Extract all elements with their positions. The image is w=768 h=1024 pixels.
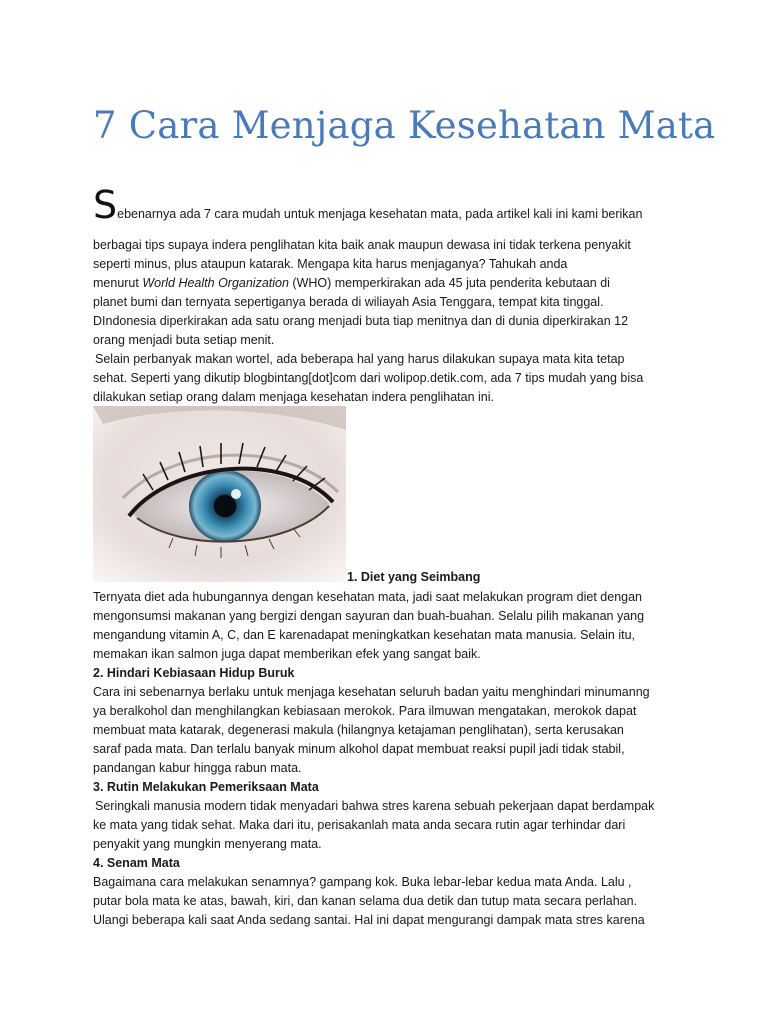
section-2-line: saraf pada mata. Dan terlalu banyak minum alkohol dapat membuat reaksi pupil jadi tidak stabil,: [93, 742, 625, 756]
intro-line: DIndonesia diperkirakan ada satu orang menjadi buta tiap menitnya dan di dunia diperkirakan 12: [93, 314, 629, 328]
section-2-heading: 2. Hindari Kebiasaan Hidup Buruk: [93, 666, 295, 680]
intro-line: seperti minus, plus ataupun katarak. Mengapa kita harus menjaganya? Tahukah anda: [93, 257, 568, 271]
section-3-line: ke mata yang tidak sehat. Maka dari itu, perisakanlah mata anda secara rutin agar terhindar dari: [93, 818, 626, 832]
section-2-line: ya beralkohol dan menghilangkan kebiasaan merokok. Para ilmuwan mengatakan, merokok dapat: [93, 704, 637, 718]
intro-line: sehat. Seperti yang dikutip blogbintang[dot]com dari wolipop.detik.com, ada 7 tips mudah yang bisa: [93, 371, 644, 385]
eye-illustration: [93, 406, 346, 582]
section-1-line: Ternyata diet ada hubungannya dengan kesehatan mata, jadi saat melakukan program diet dengan: [93, 590, 642, 604]
drop-cap: S: [93, 183, 118, 227]
intro-line: dilakukan setiap orang dalam menjaga kesehatan indera penglihatan ini.: [93, 390, 494, 404]
section-4-line: Bagaimana cara melakukan senamnya? gampang kok. Buka lebar-lebar kedua mata Anda. Lalu ,: [93, 875, 632, 889]
intro-line: Selain perbanyak makan wortel, ada beberapa hal yang harus dilakukan supaya mata kita tetap: [95, 352, 625, 366]
who-prefix: menurut: [93, 276, 143, 290]
section-1-line: memakan ikan salmon juga dapat memberikan efek yang sangat baik.: [93, 647, 481, 661]
intro-line: berbagai tips supaya indera penglihatan kita baik anak maupun dewasa ini tidak terkena penyakit: [93, 238, 631, 252]
who-suffix: (WHO) memperkirakan ada 45 juta penderita kebutaan di: [288, 276, 610, 290]
intro-paragraph: [93, 236, 683, 407]
section-3-line: Seringkali manusia modern tidak menyadari bahwa stres karena sebuah pekerjaan dapat berdampak: [95, 799, 655, 813]
section-2-line: Cara ini sebenarnya berlaku untuk menjaga kesehatan seluruh badan yaitu menghindari minumanng: [93, 685, 650, 699]
section-1-line: mengonsumsi makanan yang bergizi dengan sayuran dan buah-buahan. Selalu pilih makanan yang: [93, 609, 645, 623]
body-sections: [93, 588, 683, 930]
section-1-heading: 1. Diet yang Seimbang: [347, 570, 481, 584]
section-2-line: pandangan kabur hingga rabun mata.: [93, 761, 302, 775]
intro-line: planet bumi dan ternyata sepertiganya berada di wiliayah Asia Tenggara, tempat kita tinggal.: [93, 295, 604, 309]
section-3-heading: 3. Rutin Melakukan Pemeriksaan Mata: [93, 780, 319, 794]
section-4-line: putar bola mata ke atas, bawah, kiri, dan kanan selama dua detik dan tutup mata secara perlahan.: [93, 894, 638, 908]
intro-first-line: [93, 183, 693, 227]
intro-first-line-text: ebenarnya ada 7 cara mudah untuk menjaga kesehatan mata, pada artikel kali ini kami berikan: [117, 207, 643, 221]
who-name: World Health Organization: [142, 276, 289, 290]
section-3-line: penyakit yang mungkin menyerang mata.: [93, 837, 322, 851]
page-title: 7 Cara Menjaga Kesehatan Mata: [93, 104, 716, 147]
section-4-heading: 4. Senam Mata: [93, 856, 180, 870]
section-2-line: membuat mata katarak, degenerasi makula (hilangnya ketajaman penglihatan), serta kerusakan: [93, 723, 624, 737]
intro-line: orang menjadi buta setiap menit.: [93, 333, 275, 347]
eye-photo: [93, 406, 346, 582]
intro-line-who: [93, 274, 683, 293]
section-1-line: mengandung vitamin A, C, dan E karenadapat meningkatkan kesehatan mata manusia. Selain itu,: [93, 628, 636, 642]
section-4-line: Ulangi beberapa kali saat Anda sedang santai. Hal ini dapat mengurangi dampak mata stres karena: [93, 913, 645, 927]
